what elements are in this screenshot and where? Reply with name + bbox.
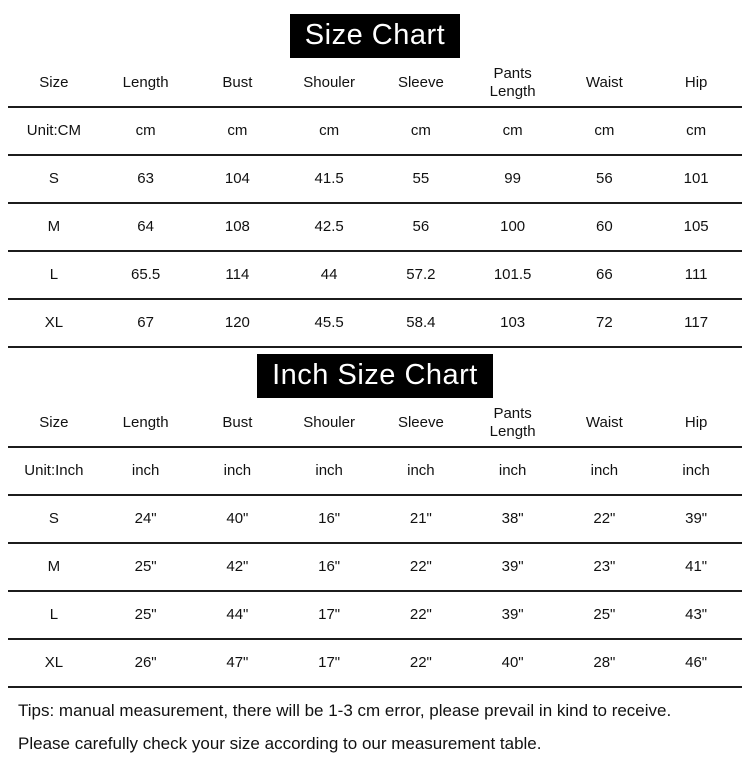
table-cell: 55 xyxy=(412,170,430,187)
unit-row xyxy=(8,108,742,156)
inch-chart-title: Inch Size Chart xyxy=(257,354,493,398)
table-cell: 22" xyxy=(409,606,432,623)
table-cell: 67 xyxy=(137,314,154,331)
table-cell: 101.5 xyxy=(493,266,532,283)
table-cell: 64 xyxy=(137,218,154,235)
header-cell: Shouler xyxy=(303,414,355,431)
table-row xyxy=(8,496,742,544)
header-cell: Shouler xyxy=(303,74,355,91)
table-cell: 111 xyxy=(684,266,708,283)
inch-size-table xyxy=(8,400,742,688)
table-row xyxy=(8,592,742,640)
cm-size-table xyxy=(8,60,742,348)
table-cell: 26" xyxy=(134,654,157,671)
table-cell: 103 xyxy=(500,314,526,331)
table-cell: 22" xyxy=(409,558,432,575)
header-cell: Waist xyxy=(585,414,623,431)
table-cell: 99 xyxy=(504,170,521,187)
unit-cell: inch xyxy=(590,462,619,479)
table-cell: M xyxy=(47,218,61,235)
table-cell: S xyxy=(48,170,59,187)
unit-row xyxy=(8,448,742,496)
header-cell: Length xyxy=(122,74,169,91)
table-cell: XL xyxy=(44,314,64,331)
table-cell: 65.5 xyxy=(131,266,161,283)
inch-chart-title-wrap xyxy=(0,354,750,398)
unit-cell: cm xyxy=(410,122,431,139)
header-cell: Pants Length xyxy=(489,65,536,100)
table-cell: 104 xyxy=(224,170,250,187)
table-cell: 120 xyxy=(224,314,250,331)
table-cell: 63 xyxy=(137,170,154,187)
table-cell: 66 xyxy=(596,266,613,283)
header-cell: Length xyxy=(122,414,169,431)
header-cell: Hip xyxy=(684,414,708,431)
table-cell: 16" xyxy=(318,510,341,527)
table-cell: 60 xyxy=(596,218,613,235)
unit-cell: Unit:CM xyxy=(26,122,81,139)
table-cell: 47" xyxy=(226,654,249,671)
table-cell: 39" xyxy=(501,558,524,575)
header-cell: Size xyxy=(39,414,69,431)
table-cell: 22" xyxy=(409,654,432,671)
header-cell: Size xyxy=(39,74,69,91)
table-cell: 44 xyxy=(320,266,338,283)
table-cell: 45.5 xyxy=(314,314,344,331)
header-cell: Waist xyxy=(585,74,623,91)
cm-chart-title: Size Chart xyxy=(290,14,460,58)
footer-notes xyxy=(18,701,750,754)
table-cell: 25" xyxy=(134,606,157,623)
cm-chart-title-wrap xyxy=(0,14,750,58)
table-cell: 101 xyxy=(683,170,709,187)
header-cell: Bust xyxy=(222,74,253,91)
table-cell: 41" xyxy=(685,558,708,575)
table-row xyxy=(8,640,742,688)
table-row xyxy=(8,156,742,204)
table-cell: 46" xyxy=(685,654,708,671)
table-header-row xyxy=(8,60,742,108)
table-header-row xyxy=(8,400,742,448)
header-cell: Pants Length xyxy=(489,405,536,440)
table-cell: 56 xyxy=(412,218,430,235)
unit-cell: inch xyxy=(315,462,343,479)
table-cell: 108 xyxy=(224,218,250,235)
table-cell: 21" xyxy=(409,510,432,527)
table-cell: S xyxy=(48,510,59,527)
table-cell: 23" xyxy=(593,558,616,575)
table-cell: 44" xyxy=(226,606,249,623)
unit-cell: inch xyxy=(223,462,252,479)
table-cell: 114 xyxy=(225,266,250,283)
unit-cell: inch xyxy=(131,462,160,479)
table-cell: L xyxy=(49,266,59,283)
table-cell: 41.5 xyxy=(314,170,344,187)
table-cell: 72 xyxy=(596,314,613,331)
table-cell: 40" xyxy=(501,654,524,671)
unit-cell: cm xyxy=(227,122,248,139)
table-cell: 42.5 xyxy=(314,218,344,235)
table-cell: 43" xyxy=(685,606,708,623)
table-cell: 58.4 xyxy=(406,314,436,331)
unit-cell: cm xyxy=(135,122,156,139)
table-cell: 17" xyxy=(318,606,341,623)
unit-cell: cm xyxy=(686,122,707,139)
table-cell: 39" xyxy=(501,606,524,623)
header-cell: Sleeve xyxy=(397,414,444,431)
table-cell: 117 xyxy=(684,314,709,331)
table-row xyxy=(8,204,742,252)
header-cell: Bust xyxy=(222,414,253,431)
header-cell: Hip xyxy=(684,74,708,91)
unit-cell: inch xyxy=(407,462,435,479)
table-row xyxy=(8,544,742,592)
table-cell: M xyxy=(47,558,61,575)
table-cell: 17" xyxy=(318,654,341,671)
unit-cell: inch xyxy=(682,462,710,479)
unit-cell: cm xyxy=(319,122,340,139)
table-cell: L xyxy=(49,606,59,623)
table-row xyxy=(8,300,742,348)
unit-cell: cm xyxy=(594,122,615,139)
table-cell: 40" xyxy=(226,510,249,527)
table-cell: 56 xyxy=(596,170,613,187)
table-cell: 28" xyxy=(593,654,616,671)
table-cell: XL xyxy=(44,654,64,671)
table-row xyxy=(8,252,742,300)
header-cell: Sleeve xyxy=(397,74,444,91)
table-cell: 42" xyxy=(226,558,249,575)
note-text: Please carefully check your size according to our measurement table. xyxy=(18,734,542,753)
table-cell: 39" xyxy=(685,510,708,527)
unit-cell: inch xyxy=(498,462,527,479)
unit-cell: cm xyxy=(502,122,523,139)
table-cell: 38" xyxy=(501,510,524,527)
table-cell: 22" xyxy=(593,510,616,527)
table-cell: 16" xyxy=(318,558,341,575)
table-cell: 100 xyxy=(500,218,526,235)
table-cell: 57.2 xyxy=(406,266,436,283)
table-cell: 25" xyxy=(593,606,616,623)
tips-text: Tips: manual measurement, there will be 1-3 cm error, please prevail in kind to receive. xyxy=(18,701,672,720)
unit-cell: Unit:Inch xyxy=(24,462,84,479)
table-cell: 25" xyxy=(134,558,157,575)
table-cell: 105 xyxy=(683,218,709,235)
table-cell: 24" xyxy=(134,510,157,527)
